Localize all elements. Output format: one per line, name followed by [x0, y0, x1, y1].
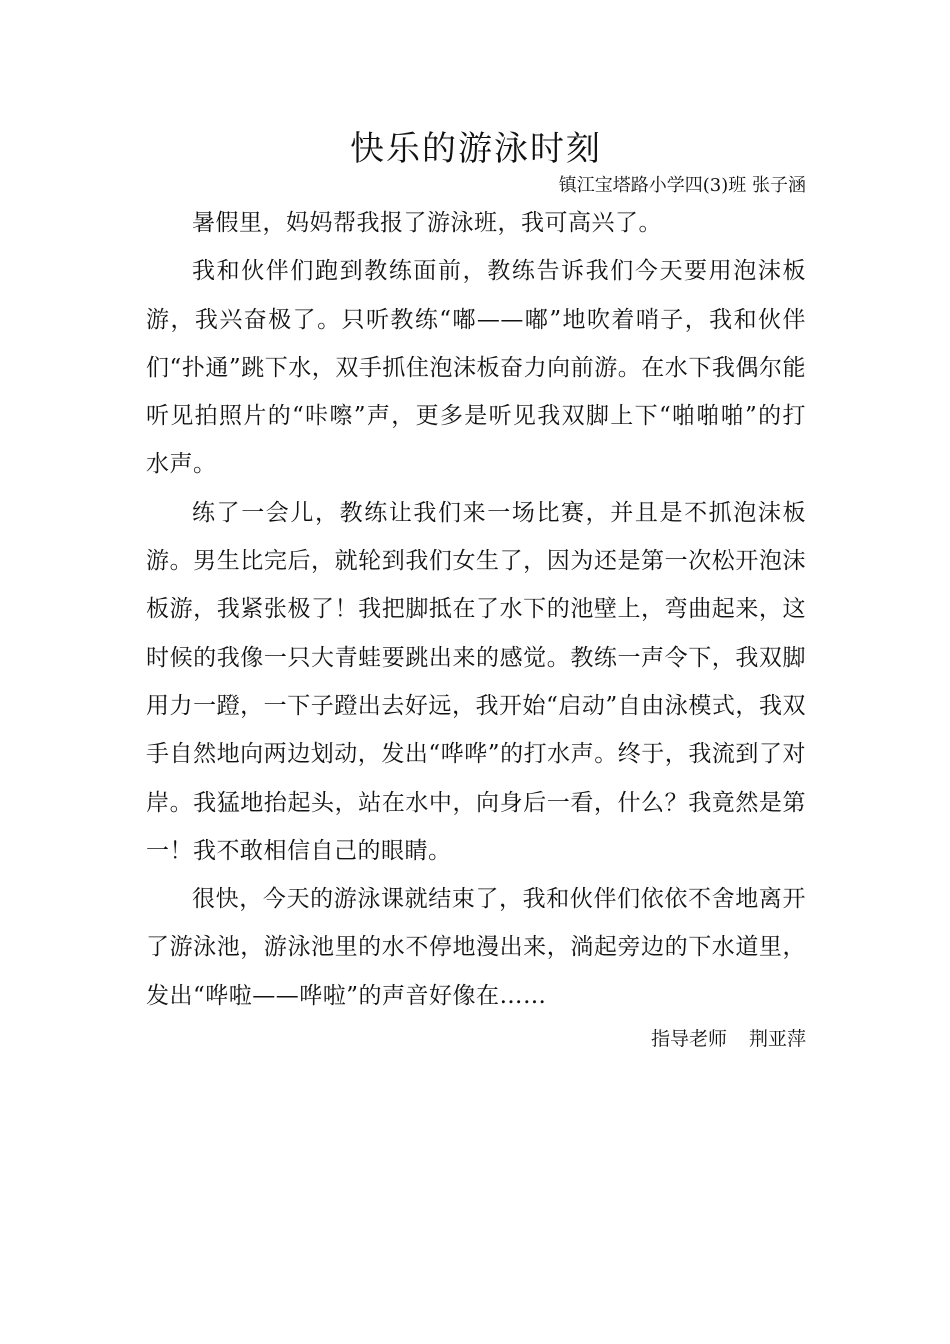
teacher-name: 荆亚萍: [748, 1028, 806, 1051]
paragraph-3: 练了一会儿，教练让我们来一场比赛，并且是不抓泡沫板游。男生比完后，就轮到我们女生了，因为还是第一次松开泡沫板游，我紧张极了！我把脚抵在了水下的池壁上，弯曲起来，这时候的我像一只大青蛙要跳出来的感觉。教练一声令下，我双脚用力一蹬，一下子蹬出去好远，我开始“启动”自由泳模式，我双手自然地向两边划动，发出“哗哗”的打水声。终于，我流到了对岸。我猛地抬起头，站在水中，向身后一看，什么？我竟然是第一！我不敢相信自己的眼睛。: [146, 499, 806, 864]
author-line: 镇江宝塔路小学四(3)班 张子涵: [558, 175, 806, 196]
paragraph-2: 我和伙伴们跑到教练面前，教练告诉我们今天要用泡沫板游，我兴奋极了。只听教练“嘟——嘟”地吹着哨子，我和伙伴们“扑通”跳下水，双手抓住泡沫板奋力向前游。在水下我偶尔能听见拍照片的“咔嚓”声，更多是听见我双脚上下“啪啪啪”的打水声。: [146, 258, 806, 478]
article-body: [146, 199, 806, 1020]
teacher-label: 指导老师: [650, 1028, 727, 1051]
document-page: [146, 125, 806, 1054]
article-title: 快乐的游泳时刻: [350, 129, 602, 169]
paragraph-1: 暑假里，妈妈帮我报了游泳班，我可高兴了。: [192, 210, 662, 236]
teacher-credit: [146, 1024, 806, 1054]
paragraph-4: 很快，今天的游泳课就结束了，我和伙伴们依依不舍地离开了游泳池，游泳池里的水不停地漫出来，淌起旁边的下水道里，发出“哗啦——哗啦”的声音好像在……: [146, 886, 806, 1009]
